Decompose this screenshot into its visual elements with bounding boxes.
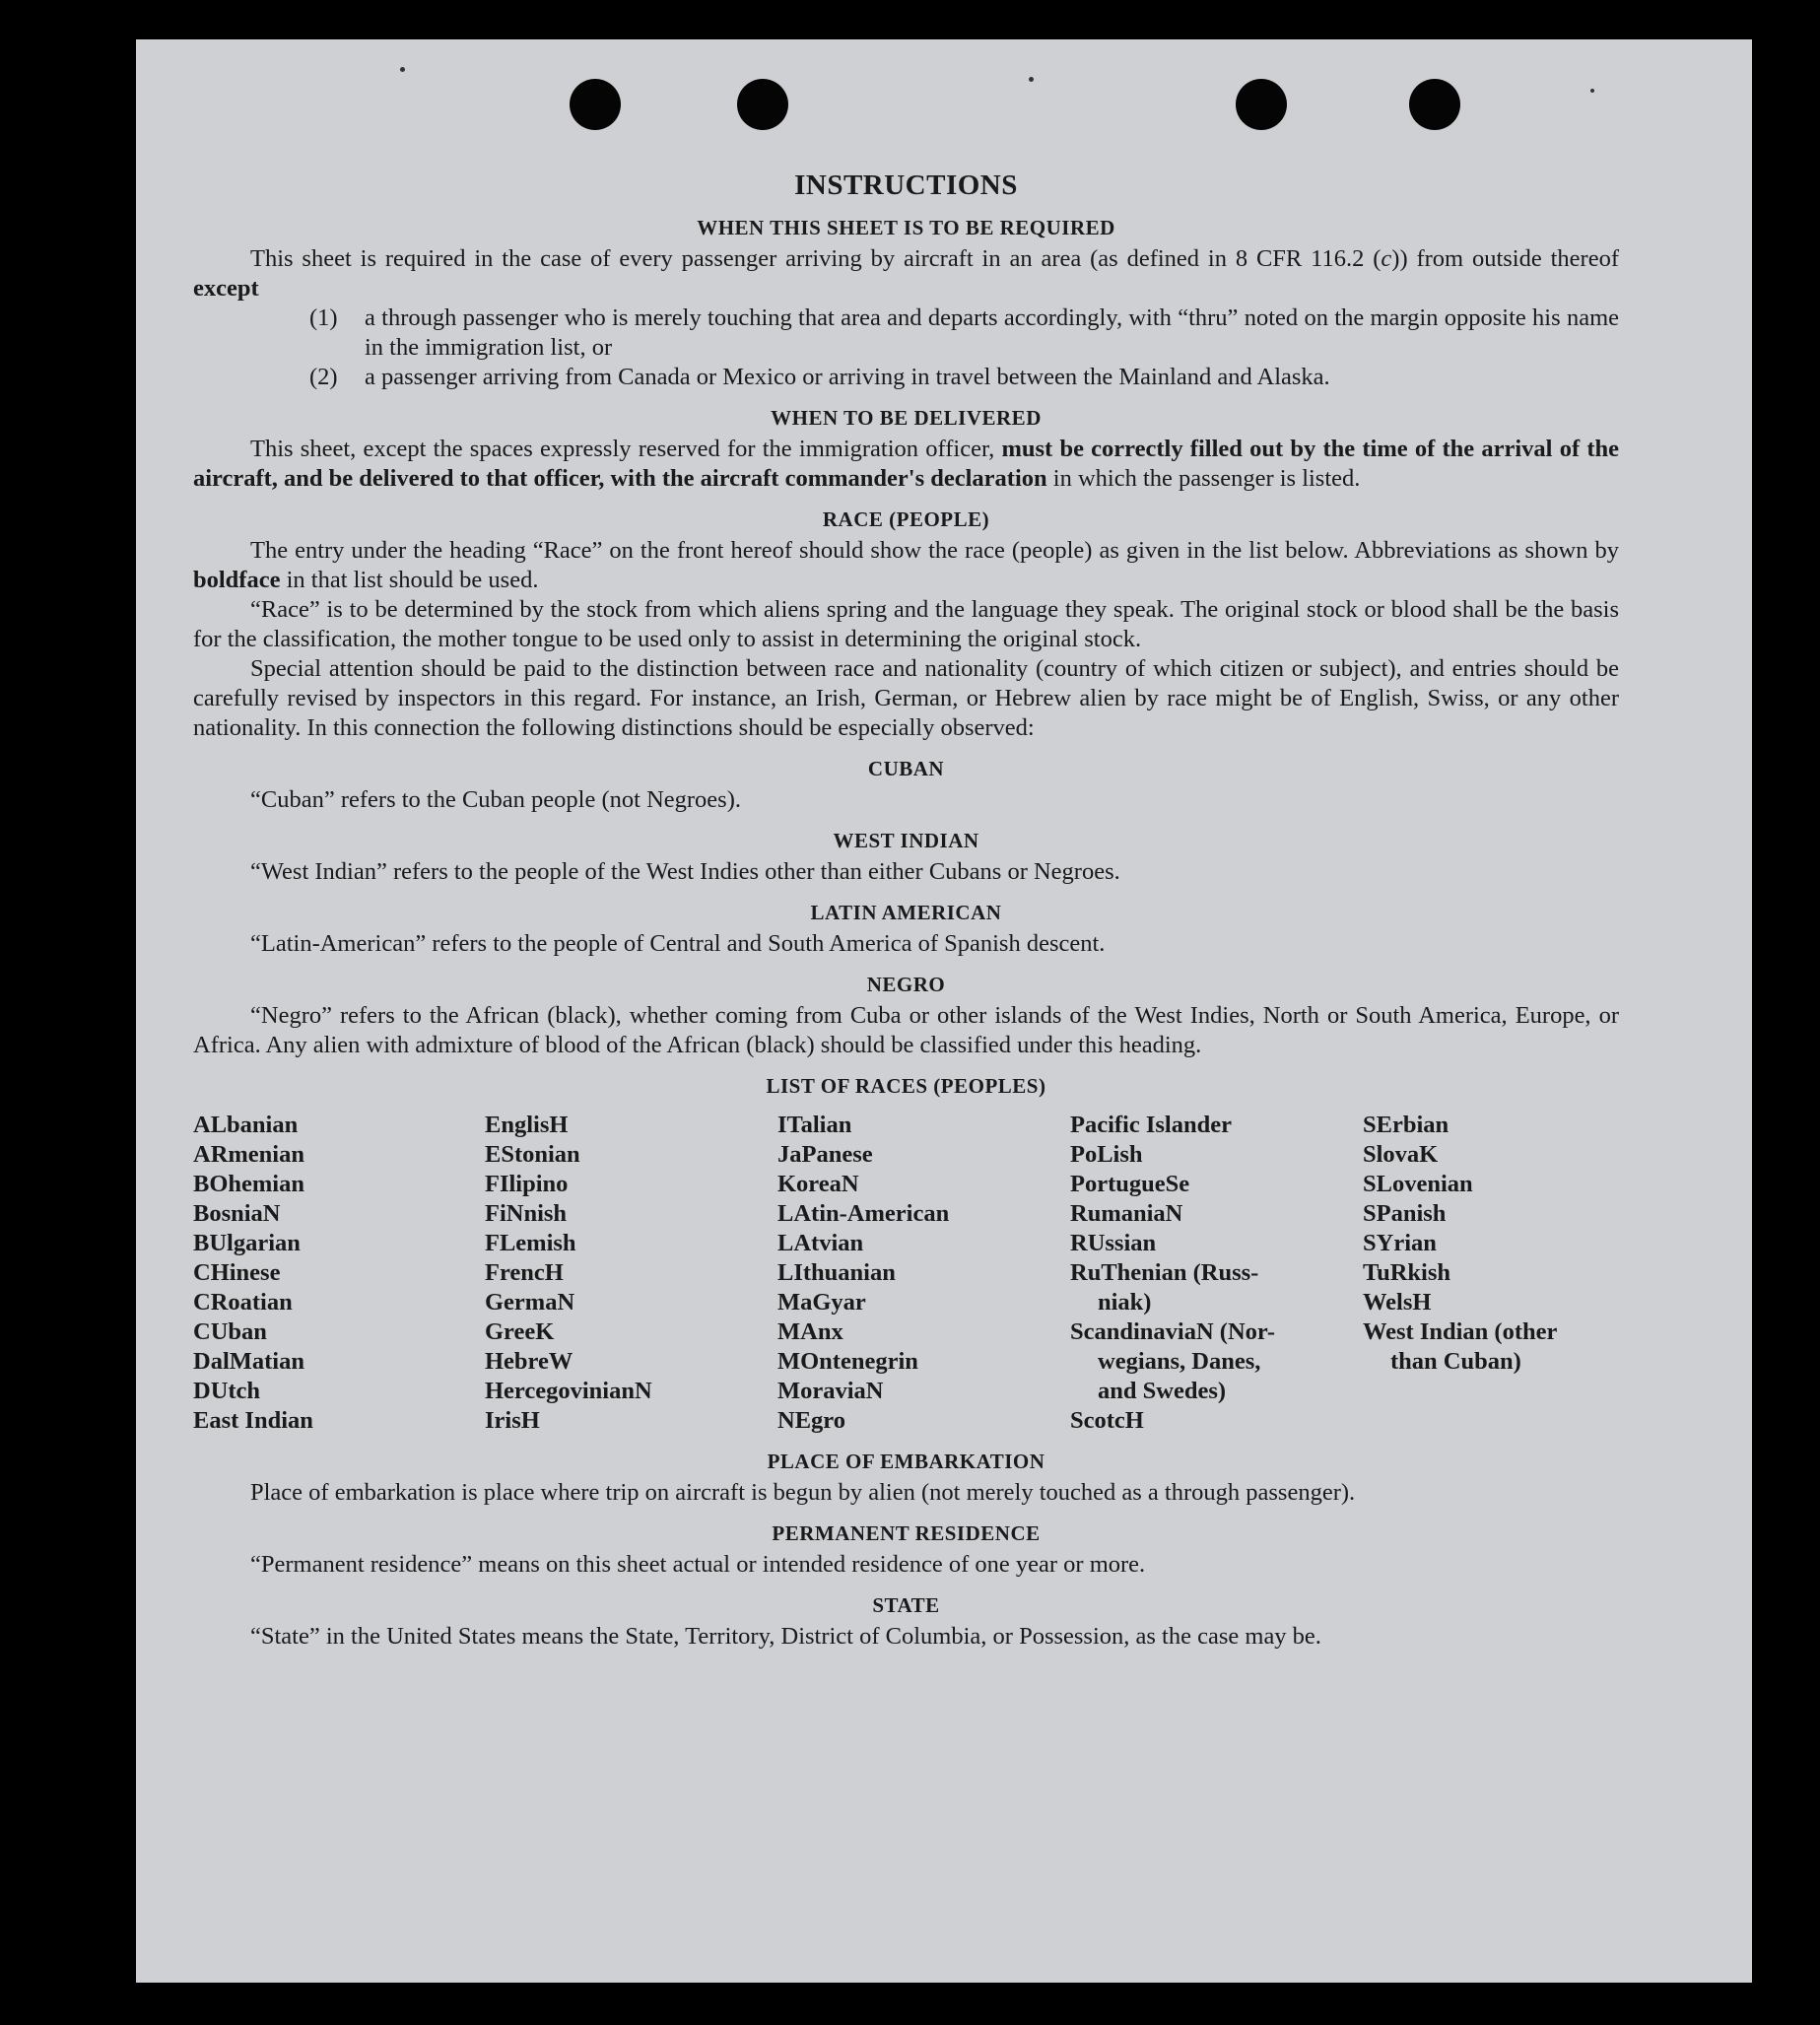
race-entry: IrisH bbox=[485, 1407, 540, 1434]
latin-american-text: “Latin-American” refers to the people of Central and South America of Spanish descent. bbox=[250, 930, 1106, 957]
race-entry: CUban bbox=[193, 1318, 267, 1345]
race-entry: LIthuanian bbox=[777, 1259, 896, 1286]
race-paragraph-2: “Race” is to be determined by the stock from which aliens spring and the language they speak. The original stock or blood shall be the basis for the classification, the mother tongue to be used only to assist in determining the original stock. bbox=[193, 596, 1619, 652]
race-entry: than Cuban) bbox=[1390, 1348, 1521, 1375]
race-entry: West Indian (other bbox=[1363, 1318, 1558, 1345]
race-entry: BosniaN bbox=[193, 1200, 281, 1227]
heading-race: RACE (PEOPLE) bbox=[822, 507, 990, 531]
race-entry: GreeK bbox=[485, 1318, 555, 1345]
race-entry: wegians, Danes, bbox=[1098, 1348, 1261, 1375]
race-entry: SErbian bbox=[1363, 1112, 1449, 1138]
when-delivered-text: This sheet, except the spaces expressly reserved for the immigration officer, must be correctly filled out by the time of the arrival of the aircraft, and be delivered to that officer, with the aircraft commander's declaration in which the passenger is listed. bbox=[193, 436, 1620, 492]
when-required-intro: This sheet is required in the case of every passenger arriving by aircraft in an area (as defined in 8 CFR 116.2 (c)) from outside thereof except bbox=[193, 245, 1619, 302]
residence-text: “Permanent residence” means on this sheet actual or intended residence of one year or more. bbox=[250, 1551, 1146, 1578]
race-entry: FIlipino bbox=[485, 1171, 569, 1197]
race-entry: Pacific Islander bbox=[1070, 1112, 1232, 1138]
race-entry: TuRkish bbox=[1363, 1259, 1451, 1286]
heading-state: STATE bbox=[872, 1593, 940, 1617]
race-entry: DalMatian bbox=[193, 1348, 304, 1375]
races-column bbox=[485, 1111, 777, 1436]
heading-latin-american: LATIN AMERICAN bbox=[810, 901, 1002, 924]
race-entry: PoLish bbox=[1070, 1141, 1143, 1168]
race-entry: GermaN bbox=[485, 1289, 575, 1316]
heading-when-required: WHEN THIS SHEET IS TO BE REQUIRED bbox=[697, 216, 1115, 239]
race-entry: ARmenian bbox=[193, 1141, 304, 1168]
heading-list-of-races: LIST OF RACES (PEOPLES) bbox=[766, 1074, 1046, 1098]
race-entry: MOntenegrin bbox=[777, 1348, 918, 1375]
heading-residence: PERMANENT RESIDENCE bbox=[772, 1521, 1041, 1545]
heading-cuban: CUBAN bbox=[867, 757, 945, 780]
race-entry: NEgro bbox=[777, 1407, 845, 1434]
negro-text: “Negro” refers to the African (black), whether coming from Cuba or other islands of the West Indies, North or South America, Europe, or Africa. Any alien with admixture of blood of the African (black) should be classified under this heading. bbox=[193, 1002, 1619, 1058]
race-entry: DUtch bbox=[193, 1378, 261, 1404]
race-entry: MoraviaN bbox=[777, 1378, 884, 1404]
race-entry: and Swedes) bbox=[1098, 1378, 1227, 1404]
race-entry: FrencH bbox=[485, 1259, 564, 1286]
race-entry: RUssian bbox=[1070, 1230, 1157, 1256]
race-entry: JaPanese bbox=[777, 1141, 873, 1168]
punch-hole bbox=[1409, 79, 1460, 130]
speck bbox=[1029, 77, 1034, 82]
race-entry: ScotcH bbox=[1070, 1407, 1144, 1434]
race-entry: BOhemian bbox=[193, 1171, 304, 1197]
race-entry: EStonian bbox=[485, 1141, 580, 1168]
speck bbox=[1590, 89, 1594, 93]
race-entry: CHinese bbox=[193, 1259, 281, 1286]
race-entry: East Indian bbox=[193, 1407, 313, 1434]
race-entry: MaGyar bbox=[777, 1289, 866, 1316]
race-entry: HebreW bbox=[485, 1348, 573, 1375]
race-entry: RumaniaN bbox=[1070, 1200, 1183, 1227]
west-indian-text: “West Indian” refers to the people of the West Indies other than either Cubans or Negroes. bbox=[250, 858, 1120, 885]
race-entry: LAtvian bbox=[777, 1230, 864, 1256]
exception-item: (2) a passenger arriving from Canada or Mexico or arriving in travel between the Mainland and Alaska. bbox=[309, 364, 1330, 390]
race-entry: EnglisH bbox=[485, 1112, 569, 1138]
race-paragraph-3: Special attention should be paid to the distinction between race and nationality (country of which citizen or subject), and entries should be carefully revised by inspectors in this regard. For instance, an Irish, German, or Hebrew alien by race might be of English, Swiss, or any other nationality. In this connection the following distinctions should be especially observed: bbox=[193, 655, 1619, 741]
race-entry: ITalian bbox=[777, 1112, 852, 1138]
instructions-content bbox=[193, 169, 1619, 1652]
page-title: INSTRUCTIONS bbox=[794, 169, 1018, 201]
race-entry: BUlgarian bbox=[193, 1230, 301, 1256]
document-sheet bbox=[136, 39, 1752, 1983]
race-entry: SLovenian bbox=[1363, 1171, 1473, 1197]
embarkation-text: Place of embarkation is place where trip on aircraft is begun by alien (not merely touched as a through passenger). bbox=[250, 1479, 1356, 1506]
race-entry: CRoatian bbox=[193, 1289, 293, 1316]
race-paragraph-1: The entry under the heading “Race” on the front hereof should show the race (people) as given in the list below. Abbreviations as shown by boldface in that list should be used. bbox=[193, 537, 1619, 593]
races-list bbox=[193, 1111, 1619, 1436]
race-entry: PortugueSe bbox=[1070, 1171, 1190, 1197]
races-column bbox=[1070, 1111, 1363, 1436]
race-entry: SPanish bbox=[1363, 1200, 1447, 1227]
races-column bbox=[1363, 1111, 1619, 1436]
heading-west-indian: WEST INDIAN bbox=[833, 829, 979, 852]
heading-when-delivered: WHEN TO BE DELIVERED bbox=[771, 406, 1042, 430]
race-entry: LAtin-American bbox=[777, 1200, 950, 1227]
race-entry: FLemish bbox=[485, 1230, 576, 1256]
punch-hole bbox=[1236, 79, 1287, 130]
race-entry: SYrian bbox=[1363, 1230, 1437, 1256]
punch-hole bbox=[737, 79, 788, 130]
state-text: “State” in the United States means the State, Territory, District of Columbia, or Possession, as the case may be. bbox=[250, 1623, 1321, 1650]
race-entry: RuThenian (Russ- bbox=[1070, 1259, 1259, 1286]
exception-item: (1) a through passenger who is merely touching that area and departs accordingly, with “thru” noted on the margin opposite his name in the immigration list, or bbox=[309, 304, 1619, 361]
race-entry: MAnx bbox=[777, 1318, 843, 1345]
heading-embarkation: PLACE OF EMBARKATION bbox=[767, 1450, 1045, 1473]
cuban-text: “Cuban” refers to the Cuban people (not Negroes). bbox=[250, 786, 741, 813]
race-entry: ALbanian bbox=[193, 1112, 299, 1138]
heading-negro: NEGRO bbox=[866, 973, 946, 996]
race-entry: HercegovinianN bbox=[485, 1378, 652, 1404]
race-entry: FiNnish bbox=[485, 1200, 568, 1227]
race-entry: KoreaN bbox=[777, 1171, 859, 1197]
race-entry: ScandinaviaN (Nor- bbox=[1070, 1318, 1276, 1345]
races-column bbox=[777, 1111, 1070, 1436]
race-entry: SlovaK bbox=[1363, 1141, 1439, 1168]
speck bbox=[400, 67, 405, 72]
races-column bbox=[193, 1111, 485, 1436]
race-entry: WelsH bbox=[1363, 1289, 1432, 1316]
punch-hole bbox=[570, 79, 621, 130]
race-entry: niak) bbox=[1098, 1289, 1152, 1316]
